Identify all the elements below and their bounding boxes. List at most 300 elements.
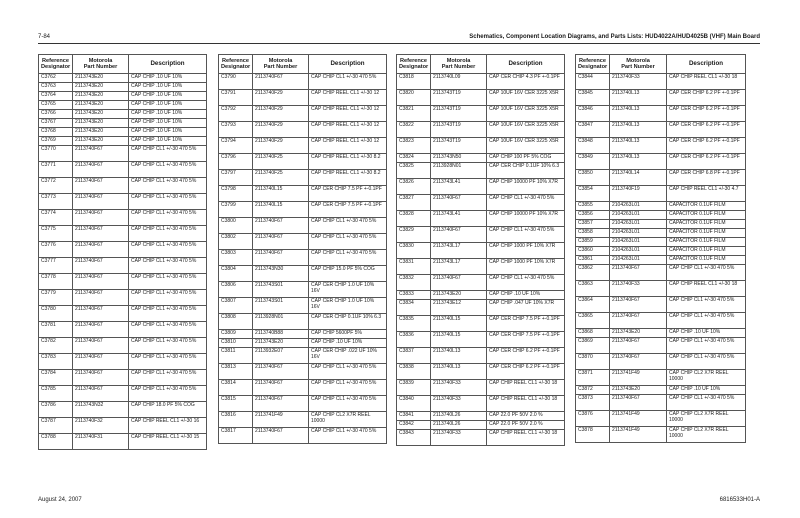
table-row xyxy=(576,229,746,238)
part-number-cell: 2113743E20 xyxy=(73,83,129,92)
table-row xyxy=(397,316,565,332)
table-row xyxy=(39,258,207,274)
part-number-cell: 2113743E20 xyxy=(73,128,129,137)
description-cell: CAP CHIP .10 UF 10% xyxy=(667,329,746,338)
table-row xyxy=(397,106,565,122)
ref-designator-cell: C3822 xyxy=(397,122,431,138)
table-row xyxy=(576,220,746,229)
table-row xyxy=(219,298,387,314)
description-cell: CAPACITOR 0.1UF FILM xyxy=(667,202,746,211)
ref-designator-cell: C3862 xyxy=(576,265,610,281)
table-header-row xyxy=(397,55,565,74)
part-number-cell: 2113740F67 xyxy=(431,195,487,211)
table-row xyxy=(397,412,565,421)
part-number-cell: 2113740F67 xyxy=(73,370,129,386)
part-number-cell: 2113740F67 xyxy=(431,275,487,291)
part-number-cell: 2104263L01 xyxy=(610,211,667,220)
table-row xyxy=(576,265,746,281)
description-cell: CAP CHIP CL1 +/-30 470 5% xyxy=(129,162,207,178)
ref-designator-cell: C3870 xyxy=(576,354,610,370)
ref-designator-cell: C3842 xyxy=(397,421,431,430)
part-number-cell: 2113740F32 xyxy=(73,418,129,434)
ref-designator-cell: C3762 xyxy=(39,74,73,83)
part-number-cell: 2113740L13 xyxy=(431,364,487,380)
ref-designator-cell: C3816 xyxy=(219,412,253,428)
part-number-cell: 2113743E20 xyxy=(73,119,129,128)
part-number-cell: 2113740F67 xyxy=(73,178,129,194)
ref-designator-cell: C3778 xyxy=(39,274,73,290)
description-cell: CAP CHIP CL1 +/-30 470 5% xyxy=(309,396,387,412)
table-row xyxy=(397,195,565,211)
ref-designator-cell: C3774 xyxy=(39,210,73,226)
ref-designator-cell: C3771 xyxy=(39,162,73,178)
part-number-cell: 2113743T19 xyxy=(431,138,487,154)
ref-designator-cell: C3788 xyxy=(39,434,73,450)
description-cell: CAP CHIP CL1 +/-30 470 5% xyxy=(487,227,565,243)
ref-designator-cell: C3850 xyxy=(576,170,610,186)
part-number-cell: 2113743T19 xyxy=(431,122,487,138)
ref-designator-cell: C3799 xyxy=(219,202,253,218)
ref-designator-cell: C3825 xyxy=(397,163,431,179)
ref-designator-cell: C3773 xyxy=(39,194,73,210)
table-row xyxy=(219,186,387,202)
table-row xyxy=(219,348,387,364)
description-cell: CAP CHIP CL2 X7R REEL 10000 xyxy=(309,412,387,428)
part-number-cell: 2113740F67 xyxy=(73,322,129,338)
table-row xyxy=(219,154,387,170)
ref-designator-cell: C3841 xyxy=(397,412,431,421)
ref-designator-cell: C3863 xyxy=(576,281,610,297)
description-cell: CAP CHIP CL1 +/-30 470 5% xyxy=(667,338,746,354)
description-cell: CAP CHIP .10 UF 10% xyxy=(309,339,387,348)
parts-table-3 xyxy=(396,54,565,446)
part-number-header: Motorola Part Number xyxy=(610,55,667,74)
table-row xyxy=(39,274,207,290)
ref-designator-cell: C3797 xyxy=(219,170,253,186)
ref-designator-cell: C3804 xyxy=(219,266,253,282)
part-number-cell: 2113740F67 xyxy=(73,162,129,178)
part-number-cell: 2113740F33 xyxy=(431,430,487,446)
ref-designator-cell: C3786 xyxy=(39,402,73,418)
ref-designator-cell: C3834 xyxy=(397,300,431,316)
ref-designator-cell: C3782 xyxy=(39,338,73,354)
ref-designator-cell: C3828 xyxy=(397,211,431,227)
description-cell: CAP CER CHIP 1.0 UF 10% 16V xyxy=(309,282,387,298)
description-cell: CAP CHIP CL1 +/-30 470 5% xyxy=(129,242,207,258)
table-row xyxy=(397,396,565,412)
description-cell: CAP CHIP CL1 +/-30 470 5% xyxy=(129,354,207,370)
part-number-cell: 2113740F67 xyxy=(253,364,309,380)
table-row xyxy=(576,211,746,220)
description-cell: CAP CHIP CL1 +/-30 470 5% xyxy=(129,338,207,354)
table-row xyxy=(576,370,746,386)
part-number-cell: 2113740L15 xyxy=(431,316,487,332)
description-cell: CAP CHIP 1000 PF 10% X7R xyxy=(487,259,565,275)
table-row xyxy=(576,74,746,90)
description-cell: CAP CHIP CL1 +/-30 470 5% xyxy=(129,290,207,306)
table-row xyxy=(576,122,746,138)
table-row xyxy=(576,281,746,297)
table-row xyxy=(219,234,387,250)
part-number-cell: 2113740L15 xyxy=(253,202,309,218)
ref-designator-cell: C3845 xyxy=(576,90,610,106)
ref-designator-cell: C3776 xyxy=(39,242,73,258)
table-row xyxy=(39,242,207,258)
description-cell: CAP CHIP REEL CL1 +/-30 12 xyxy=(309,106,387,122)
table-row xyxy=(397,211,565,227)
part-number-cell: 2113740F31 xyxy=(73,434,129,450)
description-cell: CAP 10UF 16V CER 3225 X5R xyxy=(487,138,565,154)
part-number-cell: 2113743S01 xyxy=(253,282,309,298)
ref-designator-cell: C3860 xyxy=(576,247,610,256)
part-number-cell: 2113740F29 xyxy=(253,106,309,122)
ref-designator-header: Reference Designator xyxy=(219,55,253,74)
table-row xyxy=(39,386,207,402)
ref-designator-cell: C3764 xyxy=(39,92,73,101)
table-row xyxy=(219,339,387,348)
table-header-row xyxy=(39,55,207,74)
table-row xyxy=(576,313,746,329)
description-cell: CAP CHIP REEL CL1 +/-30 16 xyxy=(129,418,207,434)
table-row xyxy=(576,154,746,170)
table-row xyxy=(576,427,746,443)
description-header: Description xyxy=(309,55,387,74)
part-number-cell: 2113743L17 xyxy=(431,243,487,259)
description-cell: CAPACITOR 0.1UF FILM xyxy=(667,247,746,256)
part-number-cell: 2113740F67 xyxy=(253,250,309,266)
ref-designator-cell: C3780 xyxy=(39,306,73,322)
part-number-cell: 2113740F29 xyxy=(253,90,309,106)
description-cell: CAP CHIP CL1 +/-30 470 5% xyxy=(129,194,207,210)
ref-designator-cell: C3784 xyxy=(39,370,73,386)
table-row xyxy=(219,74,387,90)
table-row xyxy=(397,122,565,138)
table-row xyxy=(576,90,746,106)
table-row xyxy=(39,226,207,242)
description-cell: CAP CHIP CL1 +/-30 470 5% xyxy=(129,258,207,274)
table-row xyxy=(39,83,207,92)
table-row xyxy=(39,119,207,128)
part-number-cell: 2113743S01 xyxy=(253,298,309,314)
table-row xyxy=(39,402,207,418)
part-number-cell: 2104263L01 xyxy=(610,238,667,247)
part-number-cell: 2113740L13 xyxy=(610,106,667,122)
table-row xyxy=(397,90,565,106)
part-number-cell: 2113740F33 xyxy=(610,281,667,297)
ref-designator-cell: C3790 xyxy=(219,74,253,90)
table-row xyxy=(39,370,207,386)
part-number-cell: 2113740F67 xyxy=(610,395,667,411)
part-number-cell: 2113743E20 xyxy=(253,339,309,348)
description-header: Description xyxy=(487,55,565,74)
table-row xyxy=(576,238,746,247)
ref-designator-cell: C3840 xyxy=(397,396,431,412)
ref-designator-cell: C3783 xyxy=(39,354,73,370)
ref-designator-cell: C3876 xyxy=(576,411,610,427)
description-cell: CAP CHIP 10000 PF 10% X7R xyxy=(487,211,565,227)
part-number-header: Motorola Part Number xyxy=(253,55,309,74)
part-number-cell: 2113740F33 xyxy=(431,396,487,412)
part-number-cell: 2113740L13 xyxy=(610,122,667,138)
table-row xyxy=(219,380,387,396)
part-number-cell: 2113743T19 xyxy=(431,90,487,106)
table-row xyxy=(397,291,565,300)
ref-designator-cell: C3865 xyxy=(576,313,610,329)
page-number: 7-84 xyxy=(38,34,51,40)
table-row xyxy=(397,380,565,396)
ref-designator-cell: C3794 xyxy=(219,138,253,154)
description-header: Description xyxy=(129,55,207,74)
ref-designator-cell: C3844 xyxy=(576,74,610,90)
ref-designator-cell: C3878 xyxy=(576,427,610,443)
ref-designator-cell: C3768 xyxy=(39,128,73,137)
description-cell: CAP CHIP REEL CL1 +/-30 18 xyxy=(487,430,565,446)
part-number-cell: 2113740F29 xyxy=(253,138,309,154)
description-cell: CAP 22.0 PF 50V 2.0 % xyxy=(487,421,565,430)
table-row xyxy=(576,411,746,427)
description-cell: CAP CHIP REEL CL1 +/-30 18 xyxy=(487,380,565,396)
table-row xyxy=(39,92,207,101)
part-number-cell: 2113740F67 xyxy=(73,226,129,242)
ref-designator-cell: C3821 xyxy=(397,106,431,122)
ref-designator-cell: C3787 xyxy=(39,418,73,434)
table-row xyxy=(397,300,565,316)
ref-designator-cell: C3829 xyxy=(397,227,431,243)
ref-designator-cell: C3859 xyxy=(576,238,610,247)
part-number-cell: 2113743E20 xyxy=(73,137,129,146)
description-cell: CAP CHIP CL1 +/-30 470 5% xyxy=(129,146,207,162)
part-number-cell: 2113743T19 xyxy=(431,106,487,122)
part-number-cell: 2113740F67 xyxy=(253,380,309,396)
description-cell: CAP CER CHIP 0.1UF 10% 6.3 xyxy=(487,163,565,179)
ref-designator-cell: C3846 xyxy=(576,106,610,122)
description-cell: CAP CHIP REEL CL1 +/-30 4.7 xyxy=(667,186,746,202)
table-row xyxy=(576,386,746,395)
ref-designator-cell: C3856 xyxy=(576,211,610,220)
ref-designator-cell: C3796 xyxy=(219,154,253,170)
description-cell: CAP CHIP CL1 +/-30 470 5% xyxy=(129,306,207,322)
description-cell: CAP CHIP CL1 +/-30 470 5% xyxy=(309,428,387,444)
description-cell: CAP CHIP CL1 +/-30 470 5% xyxy=(309,250,387,266)
description-cell: CAP CHIP CL1 +/-30 470 5% xyxy=(309,380,387,396)
ref-designator-cell: C3824 xyxy=(397,154,431,163)
part-number-cell: 2113741F49 xyxy=(610,411,667,427)
table-row xyxy=(219,282,387,298)
ref-designator-cell: C3800 xyxy=(219,218,253,234)
table-row xyxy=(576,395,746,411)
description-cell: CAP CER CHIP .022 UF 10% 16V xyxy=(309,348,387,364)
table-header-row xyxy=(576,55,746,74)
page-title: Schematics, Component Location Diagrams, and Parts Lists: HUD4022A/HUD4025B (VHF) Main Board xyxy=(469,34,760,40)
part-number-cell: 2113740L13 xyxy=(431,348,487,364)
part-number-cell: 2113740L13 xyxy=(610,138,667,154)
ref-designator-cell: C3827 xyxy=(397,195,431,211)
part-number-cell: 2113740F67 xyxy=(610,313,667,329)
ref-designator-cell: C3772 xyxy=(39,178,73,194)
description-cell: CAP CHIP REEL CL1 +/-30 18 xyxy=(667,74,746,90)
description-cell: CAP CHIP CL1 +/-30 470 5% xyxy=(309,218,387,234)
description-cell: CAP CHIP .10 UF 10% xyxy=(129,128,207,137)
description-cell: CAP CHIP 10000 PF 10% X7R xyxy=(487,179,565,195)
part-number-cell: 2113740F67 xyxy=(610,354,667,370)
table-row xyxy=(39,338,207,354)
table-row xyxy=(576,297,746,313)
part-number-cell: 2113740F67 xyxy=(73,354,129,370)
table-row xyxy=(219,412,387,428)
description-cell: CAP CER CHIP 6.2 PF +-0.1PF xyxy=(667,90,746,106)
table-row xyxy=(576,170,746,186)
part-number-cell: 2113743L17 xyxy=(431,259,487,275)
ref-designator-cell: C3830 xyxy=(397,243,431,259)
description-cell: CAP CHIP REEL CL1 +/-30 8.2 xyxy=(309,154,387,170)
table-row xyxy=(219,90,387,106)
ref-designator-cell: C3807 xyxy=(219,298,253,314)
description-cell: CAP CHIP .10 UF 10% xyxy=(129,101,207,110)
table-row xyxy=(576,256,746,265)
description-cell: CAP CHIP .047 UF 10% X7R xyxy=(487,300,565,316)
description-cell: CAP CHIP CL2 X7R REEL 10000 xyxy=(667,370,746,386)
ref-designator-cell: C3820 xyxy=(397,90,431,106)
part-number-cell: 2113740L26 xyxy=(431,421,487,430)
ref-designator-cell: C3785 xyxy=(39,386,73,402)
table-row xyxy=(397,243,565,259)
table-row xyxy=(219,202,387,218)
part-number-cell: 2113740F67 xyxy=(610,338,667,354)
description-cell: CAP 22.0 PF 50V 2.0 % xyxy=(487,412,565,421)
part-number-cell: 2113740F19 xyxy=(610,186,667,202)
part-number-cell: 2113740F67 xyxy=(253,218,309,234)
table-row xyxy=(397,259,565,275)
ref-designator-cell: C3791 xyxy=(219,90,253,106)
description-cell: CAPACITOR 0.1UF FILM xyxy=(667,220,746,229)
part-number-cell: 2113740F67 xyxy=(73,290,129,306)
ref-designator-cell: C3835 xyxy=(397,316,431,332)
ref-designator-cell: C3767 xyxy=(39,119,73,128)
table-row xyxy=(39,210,207,226)
table-row xyxy=(39,162,207,178)
description-cell: CAPACITOR 0.1UF FILM xyxy=(667,238,746,247)
ref-designator-cell: C3854 xyxy=(576,186,610,202)
part-number-cell: 2113740F67 xyxy=(253,428,309,444)
description-cell: CAP CHIP REEL CL1 +/-30 18 xyxy=(487,396,565,412)
description-cell: CAP CHIP REEL CL1 +/-30 8.2 xyxy=(309,170,387,186)
description-cell: CAP 10UF 16V CER 3225 X5R xyxy=(487,122,565,138)
description-cell: CAPACITOR 0.1UF FILM xyxy=(667,229,746,238)
description-cell: CAP CHIP .10 UF 10% xyxy=(129,110,207,119)
table-row xyxy=(219,250,387,266)
ref-designator-cell: C3806 xyxy=(219,282,253,298)
part-number-cell: 2113740F67 xyxy=(73,306,129,322)
ref-designator-cell: C3798 xyxy=(219,186,253,202)
table-row xyxy=(219,170,387,186)
table-row xyxy=(397,163,565,179)
table-row xyxy=(219,138,387,154)
ref-designator-cell: C3837 xyxy=(397,348,431,364)
part-number-cell: 2113743E20 xyxy=(73,101,129,110)
table-row xyxy=(576,106,746,122)
table-row xyxy=(397,179,565,195)
table-row xyxy=(39,194,207,210)
description-cell: CAP CHIP REEL CL1 +/-30 15 xyxy=(129,434,207,450)
table-row xyxy=(576,247,746,256)
part-number-cell: 2113932E07 xyxy=(253,348,309,364)
ref-designator-cell: C3872 xyxy=(576,386,610,395)
table-row xyxy=(576,329,746,338)
part-number-cell: 2113740F67 xyxy=(73,146,129,162)
ref-designator-cell: C3832 xyxy=(397,275,431,291)
table-row xyxy=(397,275,565,291)
part-number-cell: 2113743E20 xyxy=(73,110,129,119)
part-number-cell: 2113740F67 xyxy=(253,396,309,412)
description-cell: CAP CER CHIP 6.2 PF +-0.1PF xyxy=(667,154,746,170)
header-divider xyxy=(38,43,760,44)
part-number-cell: 2113740L15 xyxy=(253,186,309,202)
description-cell: CAP CHIP CL2 X7R REEL 10000 xyxy=(667,427,746,443)
description-cell: CAP CER CHIP 7.5 PF +-0.1PF xyxy=(309,186,387,202)
ref-designator-cell: C3849 xyxy=(576,154,610,170)
ref-designator-cell: C3793 xyxy=(219,122,253,138)
table-row xyxy=(39,178,207,194)
ref-designator-cell: C3869 xyxy=(576,338,610,354)
table-row xyxy=(39,128,207,137)
part-number-cell: 2104263L01 xyxy=(610,202,667,211)
part-number-cell: 2113741F49 xyxy=(253,412,309,428)
part-number-cell: 2113743N32 xyxy=(73,402,129,418)
part-number-cell: 2113743E20 xyxy=(431,291,487,300)
ref-designator-cell: C3861 xyxy=(576,256,610,265)
part-number-cell: 2113743L41 xyxy=(431,211,487,227)
table-row xyxy=(397,430,565,446)
ref-designator-cell: C3838 xyxy=(397,364,431,380)
part-number-cell: 2113740B88 xyxy=(253,330,309,339)
ref-designator-header: Reference Designator xyxy=(576,55,610,74)
part-number-cell: 2113740F25 xyxy=(253,154,309,170)
parts-table-4 xyxy=(575,54,746,443)
description-cell: CAPACITOR 0.1UF FILM xyxy=(667,211,746,220)
part-number-cell: 2113740F67 xyxy=(73,274,129,290)
table-row xyxy=(39,74,207,83)
part-number-cell: 2113740F67 xyxy=(253,74,309,90)
ref-designator-cell: C3775 xyxy=(39,226,73,242)
table-row xyxy=(39,322,207,338)
part-number-cell: 2104263L01 xyxy=(610,256,667,265)
description-cell: CAP CHIP CL1 +/-30 470 5% xyxy=(667,313,746,329)
description-cell: CAP CHIP 18.0 PF 5% COG xyxy=(129,402,207,418)
description-cell: CAPACITOR 0.1UF FILM xyxy=(667,256,746,265)
part-number-cell: 2113743N30 xyxy=(253,266,309,282)
ref-designator-cell: C3815 xyxy=(219,396,253,412)
description-cell: CAP CHIP CL1 +/-30 470 5% xyxy=(129,322,207,338)
description-cell: CAP CHIP CL1 +/-30 470 5% xyxy=(667,297,746,313)
table-row xyxy=(576,186,746,202)
table-row xyxy=(39,137,207,146)
part-number-cell: 2104263L01 xyxy=(610,247,667,256)
ref-designator-cell: C3802 xyxy=(219,234,253,250)
description-cell: CAP CHIP CL1 +/-30 470 5% xyxy=(667,265,746,281)
table-row xyxy=(219,122,387,138)
ref-designator-header: Reference Designator xyxy=(39,55,73,74)
part-number-cell: 2113740F67 xyxy=(253,234,309,250)
description-cell: CAP CER CHIP 6.2 PF +-0.1PF xyxy=(667,106,746,122)
part-number-cell: 2113740L14 xyxy=(610,170,667,186)
ref-designator-cell: C3769 xyxy=(39,137,73,146)
description-cell: CAP CHIP CL1 +/-30 470 5% xyxy=(309,234,387,250)
table-row xyxy=(219,364,387,380)
part-number-cell: 2113740L09 xyxy=(431,74,487,90)
ref-designator-cell: C3864 xyxy=(576,297,610,313)
description-cell: CAP CHIP CL2 X7R REEL 10000 xyxy=(667,411,746,427)
description-cell: CAP CHIP CL1 +/-30 470 5% xyxy=(129,370,207,386)
